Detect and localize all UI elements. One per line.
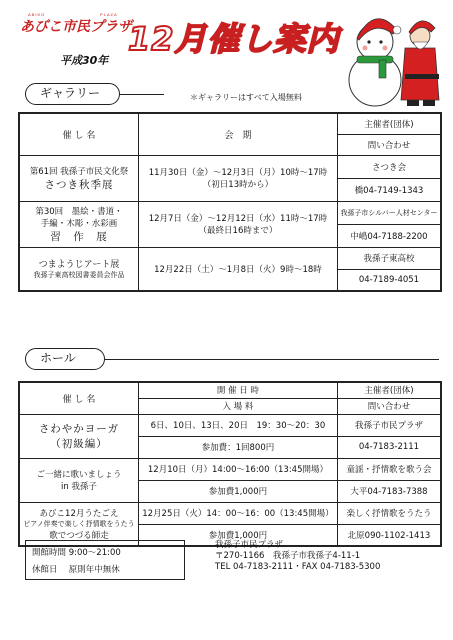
logo-tagline: ABIKO	[28, 12, 46, 17]
org-cell: 楽しく抒情歌をうたう	[337, 502, 441, 524]
era-year: 平成30年	[60, 54, 109, 67]
table-row: ご一緒に歌いましょう in 我孫子	[19, 458, 138, 502]
organizer-info	[215, 540, 380, 573]
org-cell: 我孫子市シルバー人材センター	[337, 201, 441, 224]
gallery-section-label: ギャラリー	[25, 83, 120, 105]
hall-table: 催 し 名 開 催 日 時 主催者(団体) 入 場 料 問い合わせ さわやかヨーガ （初級編） 6日、10日、13日、20日 19：30～20：30 我孫子市民プラザ 参加費：1回800円 04-7183-2111 ご一緒に歌いましょう in 我孫子 12月10日（月）14:00～16:00（13:45開場） 童謡・抒情歌を歌う会 参加費1,000円 大平04-7183-7388 あびこ12月うたごえ ピアノ伴奏で楽しく抒情歌をうたう 歌でつづる師走 12月25日（火）14：00～16：00（13:45開場） 楽しく抒情歌をうたう 参加費1,000円 北原090-1102-1413	[18, 381, 442, 547]
org-cell: 童謡・抒情歌を歌う会	[337, 458, 441, 480]
hall-header-date: 開 催 日 時	[138, 382, 337, 398]
section-rule	[104, 359, 439, 360]
org-cell: さつき会	[337, 155, 441, 178]
opening-hours: 開館時間 9:00～21:00	[32, 548, 121, 558]
gallery-header-contact: 問い合わせ	[337, 134, 441, 155]
hall-header-contact: 問い合わせ	[337, 398, 441, 414]
snowman-illustration	[335, 8, 445, 108]
closed-days: 休館日 原則年中無休	[32, 565, 120, 575]
fee-cell: 参加費：1回800円	[138, 436, 337, 458]
page-title: 12月催し案内	[128, 20, 340, 58]
opening-hours-box	[25, 540, 185, 580]
table-row: 第61回 我孫子市民文化祭 さつき秋季展	[19, 155, 138, 201]
contact-cell: 大平04-7183-7388	[337, 480, 441, 502]
organizer-phone: TEL 04-7183-2111・FAX 04-7183-5300	[215, 562, 381, 572]
hall-header-fee: 入 場 料	[138, 398, 337, 414]
organizer-address: 〒270-1166 我孫子市我孫子4-11-1	[215, 551, 361, 561]
table-row: 第30回 墨絵・書道・ 手編・木彫・水彩画 習 作 展	[19, 201, 138, 247]
fee-cell: 参加費1,000円	[138, 480, 337, 502]
org-cell: 我孫子市民プラザ	[337, 414, 441, 436]
organizer-name: 我孫子市民プラザ	[215, 540, 284, 550]
logo: あびこ市民プラザ	[20, 19, 132, 35]
gallery-header-period: 会 期	[138, 113, 337, 155]
table-row: あびこ12月うたごえ ピアノ伴奏で楽しく抒情歌をうたう 歌でつづる師走	[19, 502, 138, 546]
gallery-header-name: 催 し 名	[19, 113, 138, 155]
gallery-free-admission-note: ＊ギャラリーはすべて入場無料	[190, 93, 302, 102]
hall-section-label: ホール	[25, 348, 105, 370]
hall-header-name: 催 し 名	[19, 382, 138, 414]
contact-cell: 北原090-1102-1413	[337, 524, 441, 546]
fee-cell: 参加費1,000円	[138, 524, 337, 546]
gallery-header-org: 主催者(団体)	[337, 113, 441, 134]
hall-header-org: 主催者(団体)	[337, 382, 441, 398]
contact-cell: 橋04-7149-1343	[337, 178, 441, 201]
table-row: つまようじアート展 我孫子東高校図書委員会作品	[19, 247, 138, 291]
contact-cell: 04-7189-4051	[337, 269, 441, 291]
table-row: さわやかヨーガ （初級編）	[19, 414, 138, 458]
contact-cell: 中嶋04-7188-2200	[337, 224, 441, 247]
org-cell: 我孫子東高校	[337, 247, 441, 269]
section-rule	[119, 94, 164, 95]
contact-cell: 04-7183-2111	[337, 436, 441, 458]
gallery-table: 催 し 名 会 期 主催者(団体) 問い合わせ 第61回 我孫子市民文化祭 さつき秋季展 11月30日（金）～12月3日（月）10時～17時 （初日13時から） さつき会 橋04-7149-1343 第30回 墨絵・書道・ 手編・木彫・水彩画 習 作 展 12月7日（金）～12月12日（水）11時～17時 （最終日16時まで） 我孫子市シルバー人材センター 中嶋04-7188-2200 つまようじアート展 我孫子東高校図書委員会作品 12月22日（土）～1月8日（火）9時～18時 我孫子東高校 04-7189-4051	[18, 112, 442, 292]
logo-plaza-text: PLAZA	[100, 12, 118, 17]
